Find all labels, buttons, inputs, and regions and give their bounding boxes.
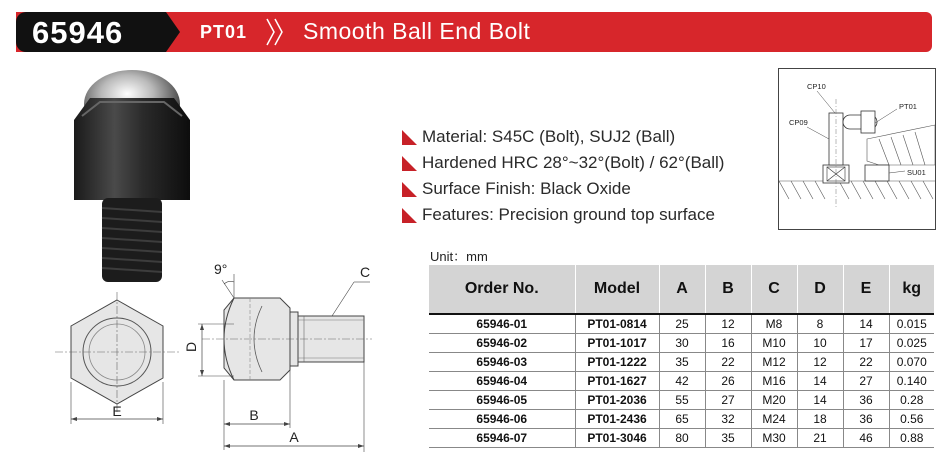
cell-d: 12 [797,352,843,371]
cell-kg: 0.56 [889,409,934,428]
application-drawing [779,69,935,229]
header-banner [16,12,932,52]
column-header: Model [575,265,659,314]
column-header: Order No. [429,265,575,314]
cell-a: 35 [659,352,705,371]
column-header: C [751,265,797,314]
cell-kg: 0.025 [889,333,934,352]
cell-c: M8 [751,314,797,333]
table-header-row [429,265,934,314]
cell-a: 25 [659,314,705,333]
triangle-bullet-icon [402,182,417,197]
triangle-bullet-icon [402,130,417,145]
cell-d: 8 [797,314,843,333]
cell-e: 36 [843,390,889,409]
feature-item: Features: Precision ground top surface [402,204,724,230]
dimension-b-label: B [249,407,259,423]
table-row [429,352,934,371]
cell-order-no: 65946-05 [429,390,575,409]
cell-kg: 0.28 [889,390,934,409]
cp10-label: CP10 [807,82,826,91]
cell-b: 26 [705,371,751,390]
cell-e: 27 [843,371,889,390]
feature-item: Material: S45C (Bolt), SUJ2 (Ball) [402,126,724,152]
cell-c: M24 [751,409,797,428]
cell-order-no: 65946-02 [429,333,575,352]
cell-b: 12 [705,314,751,333]
chevron-right-icon [274,18,284,46]
unit-label: Unit：mm [430,249,488,264]
cp09-label: CP09 [789,118,808,127]
cell-b: 27 [705,390,751,409]
cell-a: 42 [659,371,705,390]
cell-model: PT01-0814 [575,314,659,333]
cell-b: 16 [705,333,751,352]
cell-e: 17 [843,333,889,352]
cell-model: PT01-2036 [575,390,659,409]
column-header: kg [889,265,934,314]
cell-c: M12 [751,352,797,371]
cell-model: PT01-2436 [575,409,659,428]
column-header: B [705,265,751,314]
angle-label: 9° [214,261,228,277]
table-row [429,371,934,390]
cell-order-no: 65946-03 [429,352,575,371]
cell-b: 22 [705,352,751,371]
su01-label: SU01 [907,168,926,177]
cell-e: 22 [843,352,889,371]
cell-order-no: 65946-06 [429,409,575,428]
table-row [429,333,934,352]
dimension-c-label: C [360,264,371,280]
triangle-bullet-icon [402,156,417,171]
table-row [429,390,934,409]
cell-d: 18 [797,409,843,428]
cell-d: 14 [797,371,843,390]
cell-c: M20 [751,390,797,409]
cell-c: M30 [751,428,797,447]
end-view-drawing [55,292,185,432]
table-row [429,409,934,428]
table-row [429,428,934,447]
column-header: E [843,265,889,314]
feature-list [402,126,724,230]
series-code: PT01 [200,22,248,42]
product-code: 65946 [32,15,124,50]
product-title: Smooth Ball End Bolt [303,18,531,44]
cell-c: M16 [751,371,797,390]
cell-a: 55 [659,390,705,409]
cell-order-no: 65946-01 [429,314,575,333]
application-diagram [778,68,936,230]
cell-b: 32 [705,409,751,428]
cell-e: 46 [843,428,889,447]
cell-d: 14 [797,390,843,409]
triangle-bullet-icon [402,208,417,223]
feature-item: Hardened HRC 28°~32°(Bolt) / 62°(Ball) [402,152,724,178]
dimension-a-label: A [289,429,299,445]
feature-item: Surface Finish: Black Oxide [402,178,724,204]
product-photo [60,60,210,290]
cell-e: 36 [843,409,889,428]
cell-a: 80 [659,428,705,447]
dimension-e-label: E [112,403,122,419]
cell-kg: 0.140 [889,371,934,390]
cell-model: PT01-1017 [575,333,659,352]
column-header: D [797,265,843,314]
cell-a: 30 [659,333,705,352]
cell-order-no: 65946-04 [429,371,575,390]
cell-model: PT01-3046 [575,428,659,447]
cell-a: 65 [659,409,705,428]
cell-d: 21 [797,428,843,447]
cell-kg: 0.015 [889,314,934,333]
side-view-drawing [172,258,402,458]
cell-model: PT01-1222 [575,352,659,371]
cell-e: 14 [843,314,889,333]
table-row [429,314,934,333]
spec-table [429,265,934,448]
cell-order-no: 65946-07 [429,428,575,447]
cell-model: PT01-1627 [575,371,659,390]
dimension-d-label: D [183,341,199,352]
column-header: A [659,265,705,314]
pt01-label: PT01 [899,102,917,111]
cell-d: 10 [797,333,843,352]
cell-kg: 0.88 [889,428,934,447]
cell-b: 35 [705,428,751,447]
cell-c: M10 [751,333,797,352]
cell-kg: 0.070 [889,352,934,371]
